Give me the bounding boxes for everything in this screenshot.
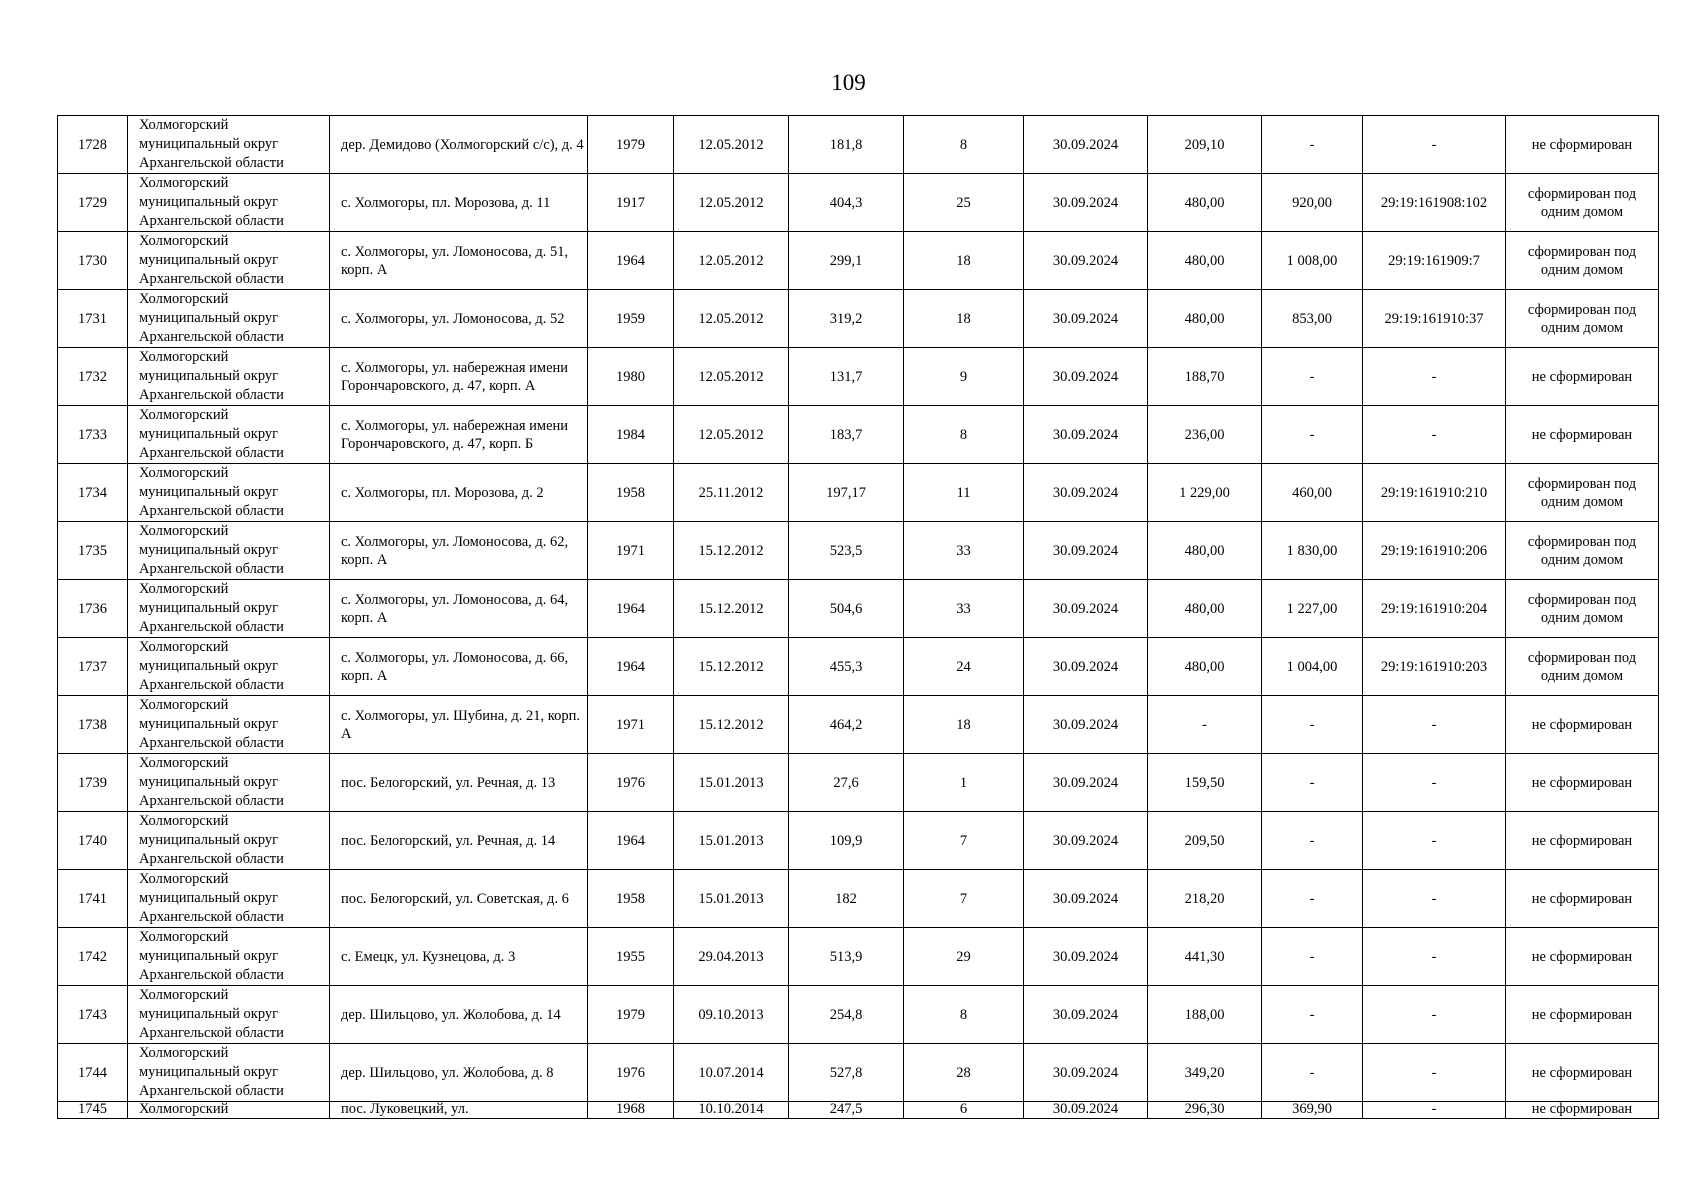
cell-value-2: - — [1262, 928, 1363, 986]
cell-cadastral-number: - — [1363, 116, 1506, 174]
cell-address: пос. Луковецкий, ул. — [330, 1102, 588, 1119]
cell-land-status: не сформирован — [1506, 406, 1659, 464]
cell-value-1: 236,00 — [1148, 406, 1262, 464]
cell-row-number: 1731 — [58, 290, 128, 348]
cell-value-1: 480,00 — [1148, 580, 1262, 638]
table-row — [58, 522, 1659, 580]
cell-residents: 7 — [904, 870, 1024, 928]
cell-cadastral-number: - — [1363, 870, 1506, 928]
cell-value-2: - — [1262, 870, 1363, 928]
cell-deadline: 30.09.2024 — [1024, 986, 1148, 1044]
registry-table — [57, 115, 1659, 1119]
cell-municipality: Холмогорский муниципальный округ Архангельской области — [128, 522, 330, 580]
cell-year-built: 1964 — [588, 812, 674, 870]
cell-residents: 29 — [904, 928, 1024, 986]
cell-residents: 8 — [904, 116, 1024, 174]
cell-area: 523,5 — [789, 522, 904, 580]
cell-year-built: 1964 — [588, 580, 674, 638]
cell-residents: 8 — [904, 986, 1024, 1044]
cell-year-built: 1984 — [588, 406, 674, 464]
cell-address: пос. Белогорский, ул. Речная, д. 14 — [330, 812, 588, 870]
cell-municipality: Холмогорский муниципальный округ Архангельской области — [128, 116, 330, 174]
cell-year-built: 1955 — [588, 928, 674, 986]
cell-residents: 25 — [904, 174, 1024, 232]
cell-row-number: 1742 — [58, 928, 128, 986]
cell-year-built: 1976 — [588, 754, 674, 812]
cell-land-status: сформирован под одним домом — [1506, 174, 1659, 232]
cell-value-2: 1 008,00 — [1262, 232, 1363, 290]
cell-municipality: Холмогорский муниципальный округ Архангельской области — [128, 754, 330, 812]
cell-area: 404,3 — [789, 174, 904, 232]
cell-land-status: не сформирован — [1506, 870, 1659, 928]
cell-municipality: Холмогорский муниципальный округ Архангельской области — [128, 580, 330, 638]
cell-date: 15.12.2012 — [674, 580, 789, 638]
table-row — [58, 174, 1659, 232]
cell-residents: 8 — [904, 406, 1024, 464]
cell-area: 527,8 — [789, 1044, 904, 1102]
cell-municipality: Холмогорский муниципальный округ Архангельской области — [128, 696, 330, 754]
table-row — [58, 232, 1659, 290]
cell-land-status: не сформирован — [1506, 348, 1659, 406]
cell-row-number: 1740 — [58, 812, 128, 870]
cell-row-number: 1729 — [58, 174, 128, 232]
cell-value-2: 460,00 — [1262, 464, 1363, 522]
cell-year-built: 1917 — [588, 174, 674, 232]
cell-area: 299,1 — [789, 232, 904, 290]
cell-date: 12.05.2012 — [674, 116, 789, 174]
cell-land-status: не сформирован — [1506, 812, 1659, 870]
cell-residents: 7 — [904, 812, 1024, 870]
cell-area: 455,3 — [789, 638, 904, 696]
cell-deadline: 30.09.2024 — [1024, 1044, 1148, 1102]
cell-value-2: - — [1262, 696, 1363, 754]
cell-date: 12.05.2012 — [674, 348, 789, 406]
table-row — [58, 928, 1659, 986]
cell-address: с. Холмогоры, пл. Морозова, д. 11 — [330, 174, 588, 232]
table-row — [58, 986, 1659, 1044]
cell-row-number: 1735 — [58, 522, 128, 580]
cell-address: с. Холмогоры, ул. Шубина, д. 21, корп. А — [330, 696, 588, 754]
cell-area: 131,7 — [789, 348, 904, 406]
cell-deadline: 30.09.2024 — [1024, 638, 1148, 696]
cell-value-1: 480,00 — [1148, 638, 1262, 696]
cell-value-2: - — [1262, 754, 1363, 812]
cell-land-status: сформирован под одним домом — [1506, 290, 1659, 348]
cell-year-built: 1968 — [588, 1102, 674, 1119]
cell-area: 247,5 — [789, 1102, 904, 1119]
cell-row-number: 1739 — [58, 754, 128, 812]
cell-value-2: 1 227,00 — [1262, 580, 1363, 638]
cell-land-status: сформирован под одним домом — [1506, 464, 1659, 522]
cell-value-1: 480,00 — [1148, 290, 1262, 348]
cell-value-2: - — [1262, 986, 1363, 1044]
table-row — [58, 1102, 1659, 1119]
table-row — [58, 116, 1659, 174]
cell-year-built: 1976 — [588, 1044, 674, 1102]
cell-cadastral-number: 29:19:161910:206 — [1363, 522, 1506, 580]
cell-value-1: 480,00 — [1148, 232, 1262, 290]
cell-cadastral-number: - — [1363, 812, 1506, 870]
cell-date: 25.11.2012 — [674, 464, 789, 522]
cell-land-status: не сформирован — [1506, 986, 1659, 1044]
cell-area: 254,8 — [789, 986, 904, 1044]
cell-value-1: 480,00 — [1148, 174, 1262, 232]
cell-year-built: 1959 — [588, 290, 674, 348]
cell-value-1: 441,30 — [1148, 928, 1262, 986]
cell-value-2: - — [1262, 406, 1363, 464]
cell-municipality: Холмогорский муниципальный округ Архангельской области — [128, 986, 330, 1044]
cell-address: с. Холмогоры, ул. Ломоносова, д. 62, корп. А — [330, 522, 588, 580]
cell-land-status: сформирован под одним домом — [1506, 232, 1659, 290]
cell-municipality: Холмогорский муниципальный округ Архангельской области — [128, 174, 330, 232]
cell-value-2: - — [1262, 812, 1363, 870]
cell-year-built: 1980 — [588, 348, 674, 406]
cell-municipality: Холмогорский муниципальный округ Архангельской области — [128, 348, 330, 406]
table-row — [58, 1044, 1659, 1102]
cell-value-2: 1 830,00 — [1262, 522, 1363, 580]
cell-cadastral-number: 29:19:161910:210 — [1363, 464, 1506, 522]
table-row — [58, 870, 1659, 928]
table-row — [58, 580, 1659, 638]
cell-date: 10.07.2014 — [674, 1044, 789, 1102]
cell-date: 15.01.2013 — [674, 812, 789, 870]
cell-area: 319,2 — [789, 290, 904, 348]
cell-year-built: 1964 — [588, 638, 674, 696]
cell-residents: 33 — [904, 522, 1024, 580]
cell-value-1: 188,70 — [1148, 348, 1262, 406]
cell-row-number: 1737 — [58, 638, 128, 696]
cell-value-1: 296,30 — [1148, 1102, 1262, 1119]
cell-land-status: не сформирован — [1506, 1102, 1659, 1119]
cell-area: 109,9 — [789, 812, 904, 870]
cell-date: 12.05.2012 — [674, 232, 789, 290]
cell-residents: 18 — [904, 290, 1024, 348]
cell-year-built: 1971 — [588, 696, 674, 754]
cell-value-2: 1 004,00 — [1262, 638, 1363, 696]
cell-address: пос. Белогорский, ул. Советская, д. 6 — [330, 870, 588, 928]
cell-date: 12.05.2012 — [674, 290, 789, 348]
cell-address: с. Холмогоры, ул. Ломоносова, д. 52 — [330, 290, 588, 348]
cell-value-1: 209,50 — [1148, 812, 1262, 870]
cell-year-built: 1964 — [588, 232, 674, 290]
cell-address: с. Холмогоры, пл. Морозова, д. 2 — [330, 464, 588, 522]
cell-value-1: 480,00 — [1148, 522, 1262, 580]
cell-address: дер. Шильцово, ул. Жолобова, д. 8 — [330, 1044, 588, 1102]
cell-cadastral-number: 29:19:161910:203 — [1363, 638, 1506, 696]
cell-municipality: Холмогорский муниципальный округ Архангельской области — [128, 406, 330, 464]
cell-cadastral-number: - — [1363, 1044, 1506, 1102]
table-row — [58, 638, 1659, 696]
cell-row-number: 1733 — [58, 406, 128, 464]
cell-value-1: 218,20 — [1148, 870, 1262, 928]
cell-row-number: 1745 — [58, 1102, 128, 1119]
cell-value-1: 188,00 — [1148, 986, 1262, 1044]
cell-address: дер. Шильцово, ул. Жолобова, д. 14 — [330, 986, 588, 1044]
cell-date: 15.12.2012 — [674, 638, 789, 696]
cell-deadline: 30.09.2024 — [1024, 580, 1148, 638]
table-row — [58, 348, 1659, 406]
cell-date: 15.01.2013 — [674, 754, 789, 812]
cell-land-status: сформирован под одним домом — [1506, 522, 1659, 580]
cell-value-1: 209,10 — [1148, 116, 1262, 174]
cell-deadline: 30.09.2024 — [1024, 696, 1148, 754]
cell-row-number: 1730 — [58, 232, 128, 290]
cell-land-status: не сформирован — [1506, 754, 1659, 812]
cell-deadline: 30.09.2024 — [1024, 812, 1148, 870]
cell-area: 504,6 — [789, 580, 904, 638]
cell-address: с. Холмогоры, ул. набережная имени Горончаровского, д. 47, корп. А — [330, 348, 588, 406]
cell-date: 29.04.2013 — [674, 928, 789, 986]
cell-land-status: не сформирован — [1506, 928, 1659, 986]
cell-deadline: 30.09.2024 — [1024, 290, 1148, 348]
cell-date: 12.05.2012 — [674, 406, 789, 464]
page-number: 109 — [831, 70, 866, 95]
cell-row-number: 1734 — [58, 464, 128, 522]
cell-area: 513,9 — [789, 928, 904, 986]
cell-deadline: 30.09.2024 — [1024, 754, 1148, 812]
cell-cadastral-number: 29:19:161909:7 — [1363, 232, 1506, 290]
cell-value-2: 369,90 — [1262, 1102, 1363, 1119]
cell-municipality: Холмогорский муниципальный округ Архангельской области — [128, 290, 330, 348]
cell-area: 27,6 — [789, 754, 904, 812]
cell-area: 181,8 — [789, 116, 904, 174]
cell-date: 15.01.2013 — [674, 870, 789, 928]
cell-cadastral-number: - — [1363, 754, 1506, 812]
cell-value-1: 1 229,00 — [1148, 464, 1262, 522]
cell-row-number: 1736 — [58, 580, 128, 638]
cell-residents: 18 — [904, 696, 1024, 754]
cell-municipality: Холмогорский муниципальный округ Архангельской области — [128, 870, 330, 928]
cell-date: 10.10.2014 — [674, 1102, 789, 1119]
cell-residents: 24 — [904, 638, 1024, 696]
cell-value-1: 349,20 — [1148, 1044, 1262, 1102]
cell-date: 15.12.2012 — [674, 522, 789, 580]
cell-date: 12.05.2012 — [674, 174, 789, 232]
cell-row-number: 1743 — [58, 986, 128, 1044]
cell-deadline: 30.09.2024 — [1024, 348, 1148, 406]
cell-deadline: 30.09.2024 — [1024, 522, 1148, 580]
cell-land-status: сформирован под одним домом — [1506, 638, 1659, 696]
cell-row-number: 1732 — [58, 348, 128, 406]
cell-residents: 33 — [904, 580, 1024, 638]
cell-cadastral-number: 29:19:161910:204 — [1363, 580, 1506, 638]
cell-cadastral-number: - — [1363, 1102, 1506, 1119]
cell-residents: 9 — [904, 348, 1024, 406]
cell-year-built: 1958 — [588, 464, 674, 522]
cell-municipality: Холмогорский — [128, 1102, 330, 1119]
cell-row-number: 1744 — [58, 1044, 128, 1102]
table-row — [58, 290, 1659, 348]
cell-area: 464,2 — [789, 696, 904, 754]
cell-value-2: - — [1262, 116, 1363, 174]
cell-municipality: Холмогорский муниципальный округ Архангельской области — [128, 928, 330, 986]
table-row — [58, 696, 1659, 754]
cell-value-2: 853,00 — [1262, 290, 1363, 348]
cell-row-number: 1728 — [58, 116, 128, 174]
cell-address: с. Холмогоры, ул. набережная имени Горончаровского, д. 47, корп. Б — [330, 406, 588, 464]
table-body — [58, 116, 1659, 1119]
cell-deadline: 30.09.2024 — [1024, 406, 1148, 464]
cell-year-built: 1971 — [588, 522, 674, 580]
cell-municipality: Холмогорский муниципальный округ Архангельской области — [128, 464, 330, 522]
table-row — [58, 464, 1659, 522]
cell-address: пос. Белогорский, ул. Речная, д. 13 — [330, 754, 588, 812]
cell-value-1: - — [1148, 696, 1262, 754]
cell-cadastral-number: 29:19:161910:37 — [1363, 290, 1506, 348]
cell-land-status: не сформирован — [1506, 696, 1659, 754]
cell-residents: 6 — [904, 1102, 1024, 1119]
cell-address: с. Холмогоры, ул. Ломоносова, д. 51, корп. А — [330, 232, 588, 290]
cell-municipality: Холмогорский муниципальный округ Архангельской области — [128, 812, 330, 870]
cell-land-status: сформирован под одним домом — [1506, 580, 1659, 638]
cell-row-number: 1741 — [58, 870, 128, 928]
cell-municipality: Холмогорский муниципальный округ Архангельской области — [128, 1044, 330, 1102]
cell-deadline: 30.09.2024 — [1024, 464, 1148, 522]
cell-cadastral-number: - — [1363, 928, 1506, 986]
cell-value-2: - — [1262, 348, 1363, 406]
cell-address: с. Холмогоры, ул. Ломоносова, д. 66, корп. А — [330, 638, 588, 696]
cell-municipality: Холмогорский муниципальный округ Архангельской области — [128, 232, 330, 290]
cell-value-2: - — [1262, 1044, 1363, 1102]
cell-value-2: 920,00 — [1262, 174, 1363, 232]
cell-deadline: 30.09.2024 — [1024, 232, 1148, 290]
table-row — [58, 812, 1659, 870]
cell-address: с. Емецк, ул. Кузнецова, д. 3 — [330, 928, 588, 986]
cell-residents: 28 — [904, 1044, 1024, 1102]
cell-deadline: 30.09.2024 — [1024, 1102, 1148, 1119]
table-row — [58, 406, 1659, 464]
cell-date: 15.12.2012 — [674, 696, 789, 754]
cell-value-1: 159,50 — [1148, 754, 1262, 812]
cell-residents: 11 — [904, 464, 1024, 522]
cell-deadline: 30.09.2024 — [1024, 870, 1148, 928]
cell-cadastral-number: 29:19:161908:102 — [1363, 174, 1506, 232]
cell-row-number: 1738 — [58, 696, 128, 754]
cell-cadastral-number: - — [1363, 348, 1506, 406]
cell-deadline: 30.09.2024 — [1024, 116, 1148, 174]
cell-deadline: 30.09.2024 — [1024, 928, 1148, 986]
cell-cadastral-number: - — [1363, 406, 1506, 464]
cell-municipality: Холмогорский муниципальный округ Архангельской области — [128, 638, 330, 696]
cell-residents: 18 — [904, 232, 1024, 290]
cell-year-built: 1958 — [588, 870, 674, 928]
cell-residents: 1 — [904, 754, 1024, 812]
cell-deadline: 30.09.2024 — [1024, 174, 1148, 232]
cell-cadastral-number: - — [1363, 696, 1506, 754]
cell-year-built: 1979 — [588, 116, 674, 174]
cell-land-status: не сформирован — [1506, 1044, 1659, 1102]
cell-date: 09.10.2013 — [674, 986, 789, 1044]
cell-area: 183,7 — [789, 406, 904, 464]
cell-cadastral-number: - — [1363, 986, 1506, 1044]
cell-address: дер. Демидово (Холмогорский с/с), д. 4 — [330, 116, 588, 174]
cell-area: 197,17 — [789, 464, 904, 522]
cell-address: с. Холмогоры, ул. Ломоносова, д. 64, корп. А — [330, 580, 588, 638]
cell-land-status: не сформирован — [1506, 116, 1659, 174]
cell-area: 182 — [789, 870, 904, 928]
table-row — [58, 754, 1659, 812]
cell-year-built: 1979 — [588, 986, 674, 1044]
